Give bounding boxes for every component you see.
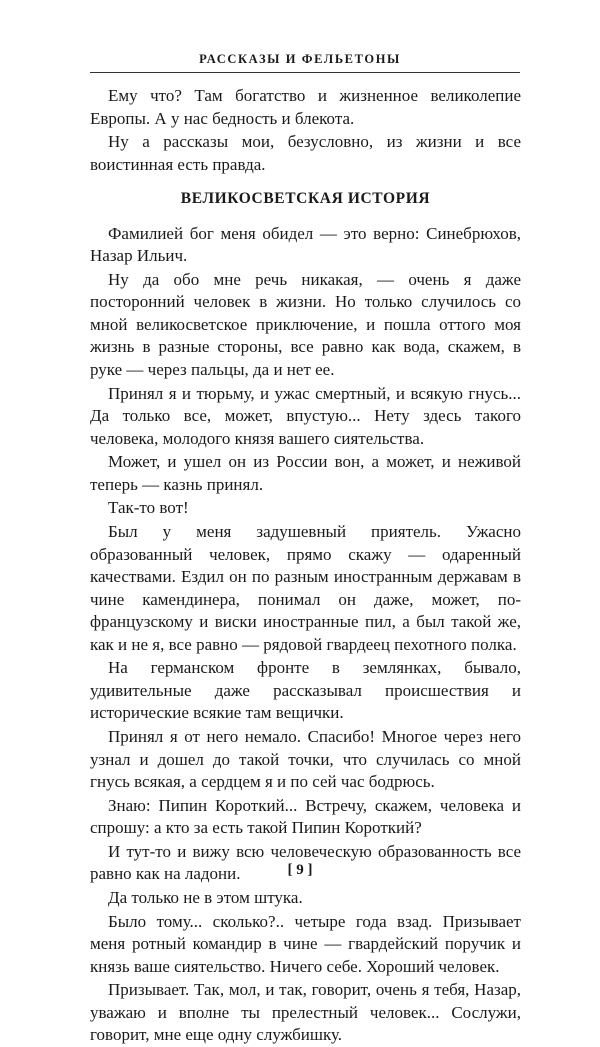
story-paragraph: Было тому... сколько?.. четыре года взад. Призывает меня ротный командир в чине — гвардейский поручик и князь ваше сиятельство. Ничего себе. Хороший человек. bbox=[90, 911, 521, 976]
header-rule bbox=[90, 72, 520, 73]
body-text bbox=[90, 85, 521, 1047]
intro-paragraph: Ему что? Там богатство и жизненное великолепие Европы. А у нас бедность и блекота. bbox=[90, 86, 521, 128]
story-paragraph: Знаю: Пипин Короткий... Встречу, скажем, человека и спрошу: а кто за есть такой Пипин Короткий? bbox=[90, 795, 521, 838]
story-paragraph: Фамилией бог меня обидел — это верно: Синебрюхов, Назар Ильич. bbox=[90, 223, 521, 266]
page-number: [ 9 ] bbox=[287, 862, 313, 878]
story-paragraph: Был у меня задушевный приятель. Ужасно образованный человек, прямо скажу — одаренный качествами. Ездил он по разным иностранным державам в чине камендинера, понимал он даже, может, по-французскому и виски иностранные пил, а был такой же, как и не я, все равно — рядовой гвардеец пехотного полка. bbox=[90, 522, 521, 654]
section-title: ВЕЛИКОСВЕТСКАЯ ИСТОРИЯ bbox=[180, 190, 431, 208]
story-paragraph: Да только не в этом штука. bbox=[108, 888, 303, 908]
story-paragraph: На германском фронте в землянках, бывало, удивительные даже рассказывал происшествия и исторические всякие там вещички. bbox=[90, 658, 521, 723]
story-paragraph: Может, и ушел он из России вон, а может, и неживой теперь — казнь принял. bbox=[90, 452, 521, 494]
story-paragraph: И тут-то и вижу всю человеческую образованность все равно как на ладони. bbox=[90, 841, 521, 884]
story-paragraph: Так-то вот! bbox=[108, 498, 189, 518]
running-head: РАССКАЗЫ И ФЕЛЬЕТОНЫ bbox=[199, 52, 401, 66]
story-paragraph: Принял я от него немало. Спасибо! Многое через него узнал и дошел до такой точки, что случилась со мной гнусь всякая, а сердцем я и по сей час бодрюсь. bbox=[90, 727, 521, 791]
story-paragraph: Призывает. Так, мол, и так, говорит, очень я тебя, Назар, уважаю и вполне ты прелестный человек... Сослужи, говорит, мне еще одну службишку. bbox=[90, 980, 521, 1045]
story-paragraph: Ну да обо мне речь никакая, — очень я даже посторонний человек в жизни. Но только случилось со мной великосветское приключение, и пошла оттого моя жизнь в разные стороны, все равно как вода, скажем, в руке — через пальцы, да и нет ее. bbox=[90, 269, 521, 379]
story-paragraph: Принял я и тюрьму, и ужас смертный, и всякую гнусь... Да только все, может, впустую... Нету здесь такого человека, молодого князя вашего сиятельства. bbox=[90, 383, 521, 448]
intro-paragraph: Ну а рассказы мои, безусловно, из жизни и все воистинная есть правда. bbox=[90, 132, 521, 174]
